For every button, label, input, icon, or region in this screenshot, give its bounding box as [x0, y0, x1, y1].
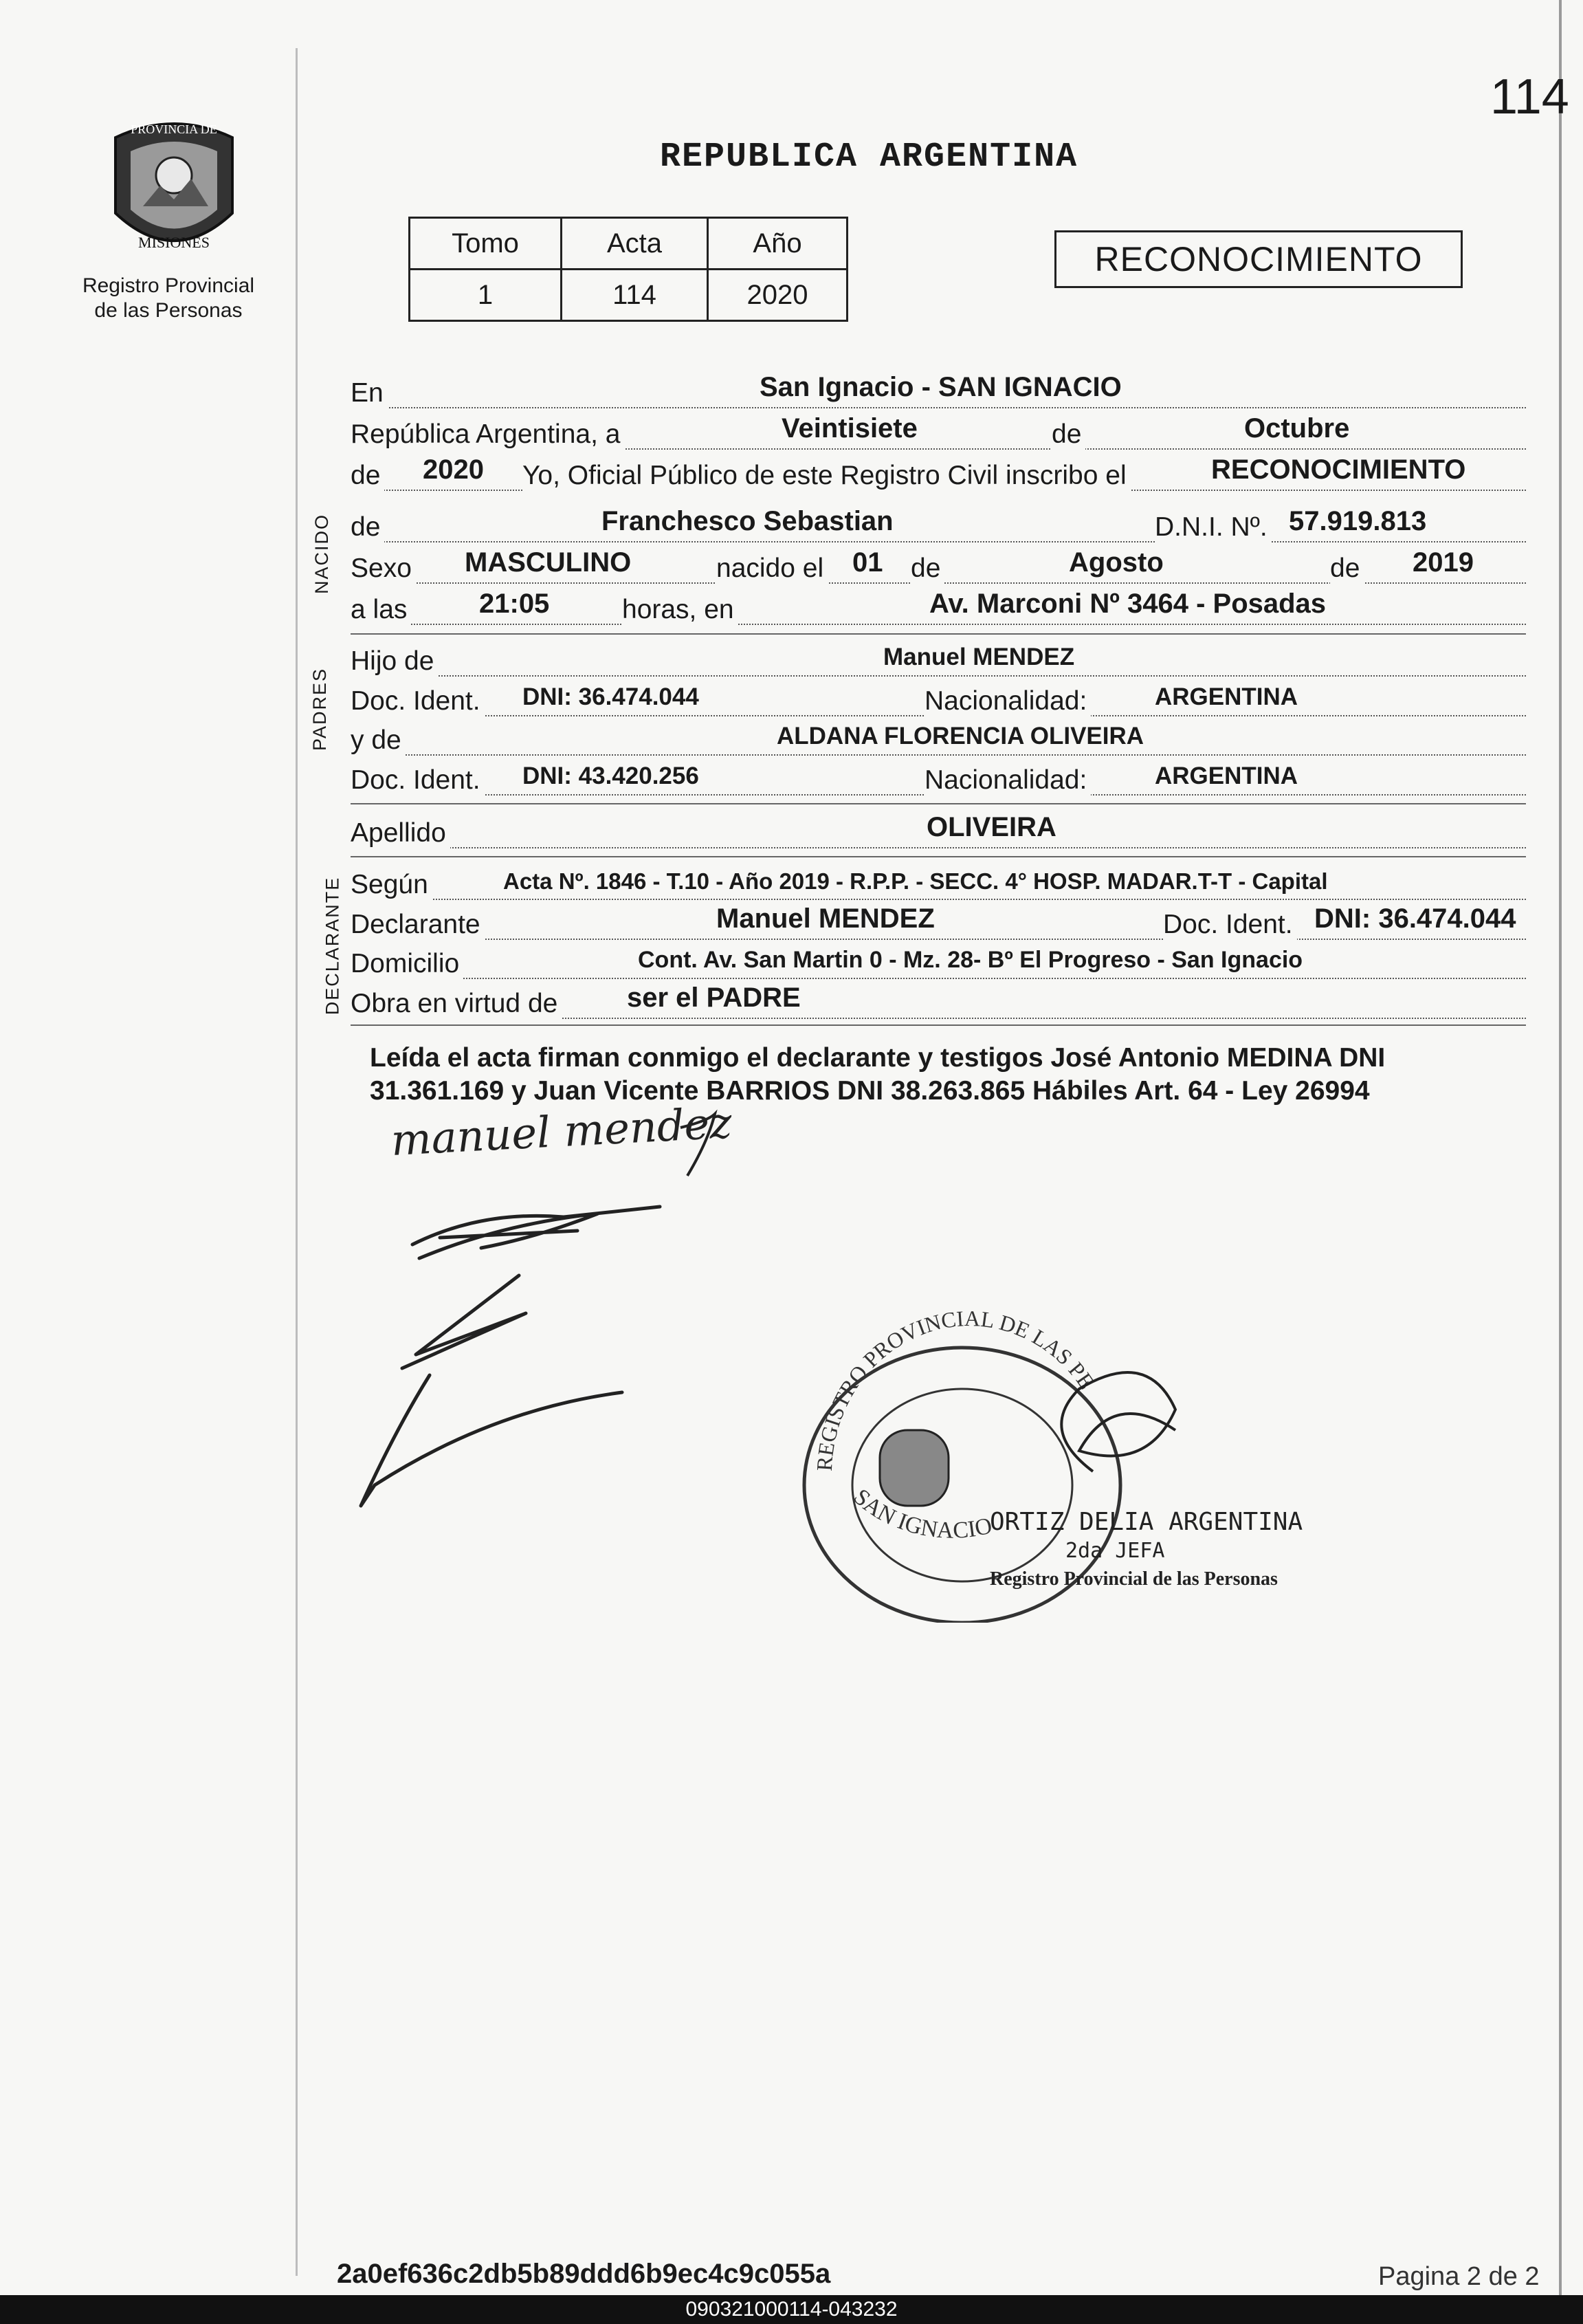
record-table-header-acta: Acta	[562, 218, 708, 270]
field-label-de: de	[1052, 419, 1085, 450]
field-label-sexo: Sexo	[351, 553, 416, 584]
field-value-apellido: OLIVEIRA	[927, 812, 1056, 842]
left-margin-rule	[296, 48, 298, 2276]
section-divider-declarante	[351, 1024, 1526, 1026]
witness-signature-1-icon	[399, 1183, 701, 1272]
field-label-apellido: Apellido	[351, 818, 450, 848]
field-row-nombre	[351, 505, 1526, 547]
witness-signature-2-icon	[347, 1272, 636, 1520]
field-label-de-mes: de	[911, 553, 944, 584]
field-value-madre: ALDANA FLORENCIA OLIVEIRA	[777, 723, 1144, 749]
official-stamp	[790, 1293, 1327, 1623]
field-value-nombre: Franchesco Sebastian	[601, 506, 894, 536]
closing-statement: Leída el acta firman conmigo el declarante y testigos José Antonio MEDINA DNI 31.361.169 y Juan Vicente BARRIOS DNI 38.263.865 Hábiles Art. 64 - Ley 26994	[370, 1043, 1386, 1106]
field-value-nac-anio: 2019	[1413, 547, 1474, 578]
field-label-horas: horas, en	[622, 595, 738, 625]
section-divider-apellido	[351, 856, 1526, 857]
field-label-de-anio: de	[351, 461, 384, 491]
field-value-anio: 2020	[423, 454, 484, 485]
field-label-nombre: de	[351, 512, 384, 542]
record-table-value-anio: 2020	[708, 270, 848, 321]
field-value-lugar: Av. Marconi Nº 3464 - Posadas	[929, 589, 1327, 619]
field-row-apellido	[351, 811, 1526, 853]
field-value-segun: Acta Nº. 1846 - T.10 - Año 2019 - R.P.P. - SECC. 4° HOSP. MADAR.T-T - Capital	[503, 868, 1328, 894]
side-label-declarante: DECLARANTE	[322, 876, 343, 1016]
field-label-alas: a las	[351, 595, 411, 625]
field-label-nacido: nacido el	[716, 553, 828, 584]
field-value-inscribo: RECONOCIMIENTO	[1211, 454, 1466, 485]
field-value-en: San Ignacio - SAN IGNACIO	[760, 372, 1122, 402]
seal-top-text: PROVINCIA DE	[131, 122, 217, 136]
field-value-sexo: MASCULINO	[465, 547, 632, 578]
field-row-declarante	[351, 903, 1526, 944]
record-table-header-row	[410, 218, 848, 270]
record-table-header-tomo: Tomo	[410, 218, 562, 270]
section-divider-nacido	[351, 633, 1526, 635]
field-value-declarante: Manuel MENDEZ	[716, 903, 935, 934]
stamp-official-name: ORTIZ DELIA ARGENTINA	[990, 1508, 1303, 1536]
stamp-emblem-icon	[880, 1430, 949, 1506]
field-value-doc3: DNI: 36.474.044	[1314, 903, 1516, 934]
field-label-doc3: Doc. Ident.	[1163, 910, 1297, 940]
field-label-declarante: Declarante	[351, 910, 485, 940]
field-label-nac2: Nacionalidad:	[925, 765, 1091, 796]
field-row-segun	[351, 863, 1526, 904]
stamp-official-office: Registro Provincial de las Personas	[990, 1568, 1278, 1590]
field-value-doc1: DNI: 36.474.044	[522, 683, 699, 710]
field-label-doc2: Doc. Ident.	[351, 765, 485, 796]
page-indicator: Pagina 2 de 2	[1378, 2262, 1540, 2291]
logo-caption-line1: Registro Provincial	[82, 274, 255, 297]
field-label-yde: y de	[351, 725, 406, 756]
field-label-en: En	[351, 378, 388, 408]
record-table-header-anio: Año	[708, 218, 848, 270]
seal-bottom-text: MISIONES	[138, 234, 210, 251]
logo-caption-line2: de las Personas	[94, 299, 243, 322]
field-label-doc1: Doc. Ident.	[351, 686, 485, 716]
field-value-mes: Octubre	[1244, 413, 1350, 443]
side-label-padres: PADRES	[309, 667, 331, 752]
page-title: REPUBLICA ARGENTINA	[660, 138, 1078, 177]
field-row-en	[351, 371, 1526, 413]
field-value-obra: ser el PADRE	[627, 983, 801, 1013]
field-value-nac-dia: 01	[852, 547, 883, 578]
document-hash: 2a0ef636c2db5b89ddd6b9ec4c9c055a	[337, 2259, 831, 2289]
signature-text: manuel mendez	[389, 1100, 733, 1165]
field-row-doc2	[351, 758, 1526, 800]
field-text-oficial: Yo, Oficial Público de este Registro Civil inscribo el	[522, 461, 1131, 491]
field-value-nac1: ARGENTINA	[1155, 683, 1298, 710]
field-label-segun: Según	[351, 870, 432, 900]
field-label-dni: D.N.I. Nº.	[1155, 512, 1272, 542]
logo-caption	[69, 274, 268, 323]
field-value-domicilio: Cont. Av. San Martin 0 - Mz. 28- Bº El Progreso - San Ignacio	[638, 947, 1303, 973]
field-value-padre: Manuel MENDEZ	[883, 644, 1075, 670]
record-table	[408, 217, 848, 322]
field-label-de-anio-nac: de	[1330, 553, 1364, 584]
record-table-value-tomo: 1	[410, 270, 562, 321]
section-divider-padres	[351, 803, 1526, 804]
right-edge-rule	[1559, 0, 1562, 2295]
stamp-inner-path: SAN IGNACIO	[848, 1484, 995, 1544]
stamp-outer-path: REGISTRO PROVINCIAL DE LAS PE	[811, 1306, 1100, 1472]
field-row-hijo	[351, 639, 1526, 681]
record-type-box: RECONOCIMIENTO	[1054, 230, 1463, 288]
field-value-nac2: ARGENTINA	[1155, 763, 1298, 789]
field-row-sexo	[351, 547, 1526, 588]
field-row-domicilio	[351, 942, 1526, 983]
field-row-madre	[351, 719, 1526, 760]
record-table-value-acta: 114	[562, 270, 708, 321]
provincia-de-misiones-seal-icon	[95, 110, 253, 268]
field-value-doc2: DNI: 43.420.256	[522, 763, 699, 789]
field-row-anio	[351, 454, 1526, 495]
field-label-nac1: Nacionalidad:	[925, 686, 1091, 716]
field-value-dni: 57.919.813	[1289, 506, 1427, 536]
side-label-nacido: NACIDO	[311, 513, 333, 595]
field-row-obra	[351, 982, 1526, 1023]
field-label-domicilio: Domicilio	[351, 949, 463, 979]
field-value-hora: 21:05	[479, 589, 550, 619]
stamp-official-role: 2da JEFA	[1065, 1539, 1165, 1563]
record-table-value-row	[410, 270, 848, 321]
page-number: 114	[1490, 69, 1569, 124]
field-value-nac-mes: Agosto	[1069, 547, 1164, 578]
field-row-doc1	[351, 679, 1526, 721]
field-value-dia: Veintisiete	[782, 413, 918, 443]
field-row-hora	[351, 588, 1526, 629]
field-label-republica: República Argentina, a	[351, 419, 624, 450]
declarante-signature-icon	[385, 1100, 742, 1190]
field-label-hijo: Hijo de	[351, 646, 438, 677]
field-label-obra: Obra en virtud de	[351, 989, 562, 1019]
field-row-fecha	[351, 413, 1526, 454]
footer-code: 090321000114-043232	[0, 2295, 1583, 2324]
